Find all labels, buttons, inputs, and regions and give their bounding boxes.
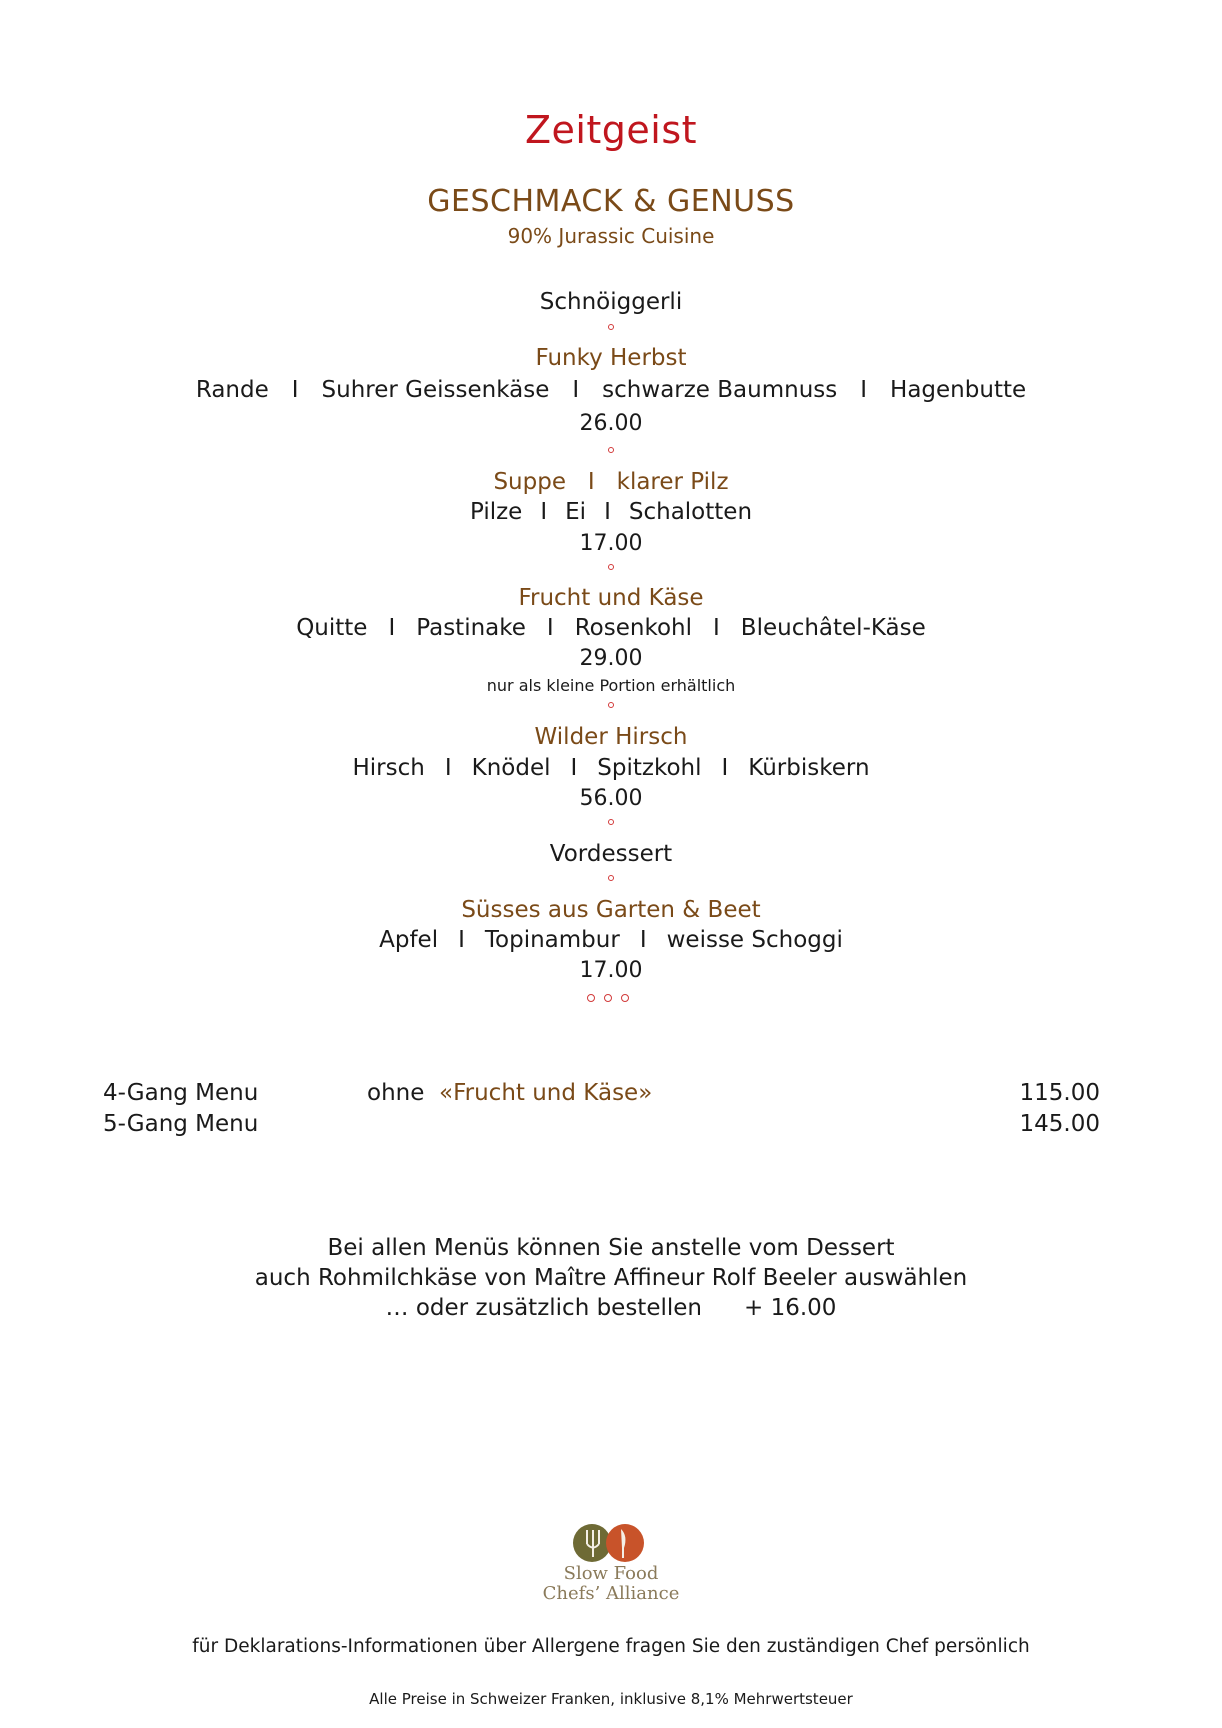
ingredient-separator: I — [546, 615, 554, 641]
price-note: Alle Preise in Schweizer Franken, inklusive 8,1% Mehrwertsteuer — [369, 1690, 853, 1708]
course-name: Funky Herbst — [535, 345, 687, 371]
separator-dot — [608, 819, 614, 825]
course-ingredients — [0, 755, 1222, 781]
menu-price: 145.00 — [1019, 1111, 1100, 1137]
ingredient: Pastinake — [416, 615, 526, 641]
cheese-note-text: … oder zusätzlich bestellen — [385, 1295, 702, 1321]
ingredient-separator: I — [388, 615, 396, 641]
ingredient: Hirsch — [352, 755, 425, 781]
ingredient-separator: I — [604, 499, 611, 525]
page-subtitle: GESCHMACK & GENUSS — [427, 184, 795, 219]
tagline: 90% Jurassic Cuisine — [507, 224, 715, 248]
course-ingredients — [0, 615, 1222, 641]
separator-dot — [608, 447, 614, 453]
ingredient: Rande — [195, 377, 269, 403]
ingredient-separator: I — [444, 755, 452, 781]
menu-label: 5-Gang Menu — [103, 1111, 259, 1137]
ingredient-separator: I — [860, 377, 868, 403]
course-price: 56.00 — [579, 786, 643, 811]
ingredient-separator: I — [721, 755, 729, 781]
ingredient: schwarze Baumnuss — [602, 377, 838, 403]
ingredient: Pilze — [469, 499, 523, 525]
ingredient: Topinambur — [484, 927, 620, 953]
separator-dot — [608, 702, 614, 708]
course-name: Schnöiggerli — [539, 289, 683, 315]
menu-label: 4-Gang Menu — [103, 1080, 259, 1106]
allergen-note: für Deklarations-Informationen über Allergene fragen Sie den zuständigen Chef persönlich — [192, 1636, 1030, 1657]
page-title: Zeitgeist — [524, 108, 698, 152]
menu-price: 115.00 — [1019, 1080, 1100, 1106]
logo-text-line: Chefs’ Alliance — [542, 1583, 680, 1604]
course-name: Vordessert — [549, 841, 673, 867]
menu-desc-prefix: ohne — [367, 1080, 425, 1106]
ingredient: Suhrer Geissenkäse — [321, 377, 550, 403]
cheese-note-line — [0, 1293, 1222, 1323]
logo-text-line: Slow Food — [563, 1563, 659, 1584]
cheese-note-price: + 16.00 — [744, 1295, 837, 1321]
course-price: 29.00 — [579, 646, 643, 671]
ingredient-separator: I — [540, 499, 548, 525]
course-name: Suppe I klarer Pilz — [493, 469, 729, 495]
menu-desc-quote: «Frucht und Käse» — [439, 1080, 653, 1106]
menu-description — [367, 1080, 652, 1106]
ingredient: Hagenbutte — [890, 377, 1027, 403]
ingredient: Kürbiskern — [748, 755, 870, 781]
course-name: Wilder Hirsch — [534, 724, 688, 750]
separator-dot — [608, 564, 614, 570]
ingredient-separator: I — [713, 615, 720, 641]
ingredient: Spitzkohl — [597, 755, 702, 781]
cheese-note-line: auch Rohmilchkäse von Maître Affineur Rolf Beeler auswählen — [254, 1265, 968, 1291]
ingredient: weisse Schoggi — [666, 927, 843, 953]
ingredient: Bleuchâtel-Käse — [740, 615, 926, 641]
ingredient-separator: I — [572, 377, 580, 403]
ingredient-separator: I — [570, 755, 578, 781]
course-ingredients — [0, 377, 1222, 403]
cheese-note-line: Bei allen Menüs können Sie anstelle vom Dessert — [327, 1235, 895, 1261]
course-name: Frucht und Käse — [518, 585, 704, 611]
course-note: nur als kleine Portion erhältlich — [486, 676, 736, 695]
course-ingredients — [0, 927, 1222, 953]
separator-dot — [608, 324, 614, 330]
ingredient: Apfel — [379, 927, 439, 953]
ingredient-separator: I — [639, 927, 647, 953]
end-dots — [584, 994, 638, 1002]
ingredient-separator: I — [291, 377, 299, 403]
course-price: 26.00 — [579, 411, 643, 436]
course-ingredients — [0, 499, 1222, 525]
course-price: 17.00 — [579, 531, 643, 556]
ingredient: Ei — [565, 499, 587, 525]
ingredient: Rosenkohl — [574, 615, 692, 641]
course-name: Süsses aus Garten & Beet — [461, 897, 761, 923]
ingredient: Quitte — [296, 615, 368, 641]
course-price: 17.00 — [579, 958, 643, 983]
ingredient: Schalotten — [628, 499, 753, 525]
separator-dot — [608, 875, 614, 881]
ingredient: Knödel — [471, 755, 551, 781]
ingredient-separator: I — [458, 927, 465, 953]
